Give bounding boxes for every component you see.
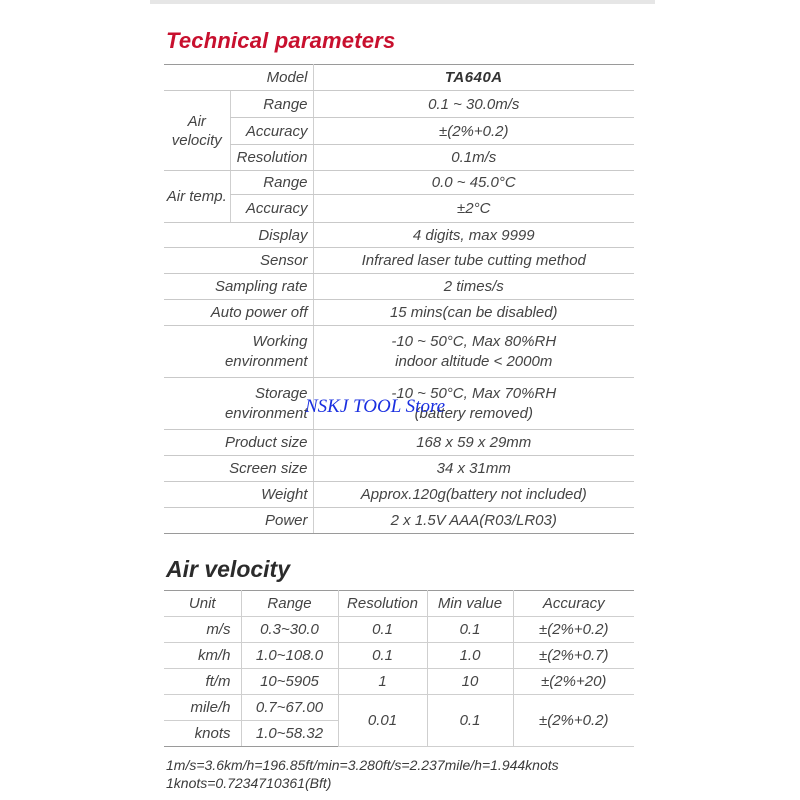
table-row xyxy=(164,223,634,248)
table-row xyxy=(164,274,634,300)
min-value-header: Min value xyxy=(427,591,513,617)
range-cell: 0.7~67.00 xyxy=(241,695,338,721)
range-cell: 0.3~30.0 xyxy=(241,617,338,643)
conversion-footnote: 1m/s=3.6km/h=196.85ft/min=3.280ft/s=2.237mile/h=1.944knots xyxy=(166,757,559,773)
unit-cell: knots xyxy=(164,721,241,747)
table-row xyxy=(164,65,634,91)
storage-environment-label: Storage environment xyxy=(164,378,313,430)
min-value-cell: 1.0 xyxy=(427,643,513,669)
technical-parameters-table xyxy=(164,64,634,534)
merged-resolution-cell: 0.01 xyxy=(338,695,427,747)
table-row xyxy=(164,326,634,378)
table-row xyxy=(164,195,634,223)
air-velocity-title: Air velocity xyxy=(166,556,290,582)
unit-cell: km/h xyxy=(164,643,241,669)
store-watermark: NSKJ TOOL Store xyxy=(305,396,446,417)
air-temp-range-value: 0.0 ~ 45.0°C xyxy=(313,171,634,195)
table-row xyxy=(164,91,634,118)
table-row xyxy=(164,617,634,643)
table-row xyxy=(164,456,634,482)
table-row xyxy=(164,145,634,171)
unit-cell: m/s xyxy=(164,617,241,643)
air-velocity-resolution-value: 0.1m/s xyxy=(313,145,634,171)
table-row xyxy=(164,430,634,456)
unit-cell: mile/h xyxy=(164,695,241,721)
model-label: Model xyxy=(164,65,313,91)
technical-parameters-title: Technical parameters xyxy=(166,28,396,53)
range-cell: 1.0~58.32 xyxy=(241,721,338,747)
air-temp-accuracy-label: Accuracy xyxy=(230,195,313,223)
table-row xyxy=(164,508,634,534)
display-label: Display xyxy=(164,223,313,248)
knots-footnote: 1knots=0.7234710361(Bft) xyxy=(166,775,332,791)
resolution-cell: 0.1 xyxy=(338,617,427,643)
screen-size-label: Screen size xyxy=(164,456,313,482)
table-row xyxy=(164,171,634,195)
table-header-row xyxy=(164,591,634,617)
table-row xyxy=(164,669,634,695)
air-velocity-range-value: 0.1 ~ 30.0m/s xyxy=(313,91,634,118)
accuracy-cell: ±(2%+0.2) xyxy=(513,617,634,643)
range-cell: 1.0~108.0 xyxy=(241,643,338,669)
min-value-cell: 0.1 xyxy=(427,617,513,643)
weight-value: Approx.120g(battery not included) xyxy=(313,482,634,508)
product-size-value: 168 x 59 x 29mm xyxy=(313,430,634,456)
air-velocity-accuracy-label: Accuracy xyxy=(230,118,313,145)
auto-power-off-label: Auto power off xyxy=(164,300,313,326)
table-row xyxy=(164,695,634,721)
air-velocity-accuracy-value: ±(2%+0.2) xyxy=(313,118,634,145)
air-velocity-range-label: Range xyxy=(230,91,313,118)
screen-size-value: 34 x 31mm xyxy=(313,456,634,482)
unit-header: Unit xyxy=(164,591,241,617)
working-environment-value: -10 ~ 50°C, Max 80%RH indoor altitude < 2000m xyxy=(313,326,634,378)
resolution-cell: 0.1 xyxy=(338,643,427,669)
working-environment-label: Working environment xyxy=(164,326,313,378)
weight-label: Weight xyxy=(164,482,313,508)
air-velocity-table xyxy=(164,590,634,747)
air-temp-accuracy-value: ±2°C xyxy=(313,195,634,223)
sensor-value: Infrared laser tube cutting method xyxy=(313,248,634,274)
air-velocity-group-label: Air velocity xyxy=(164,91,230,171)
air-temp-range-label: Range xyxy=(230,171,313,195)
table-row xyxy=(164,482,634,508)
table-row xyxy=(164,248,634,274)
merged-min-value-cell: 0.1 xyxy=(427,695,513,747)
accuracy-cell: ±(2%+0.7) xyxy=(513,643,634,669)
air-velocity-resolution-label: Resolution xyxy=(230,145,313,171)
auto-power-off-value: 15 mins(can be disabled) xyxy=(313,300,634,326)
resolution-cell: 1 xyxy=(338,669,427,695)
table-row xyxy=(164,300,634,326)
min-value-cell: 10 xyxy=(427,669,513,695)
unit-cell: ft/m xyxy=(164,669,241,695)
sampling-rate-label: Sampling rate xyxy=(164,274,313,300)
display-value: 4 digits, max 9999 xyxy=(313,223,634,248)
range-cell: 10~5905 xyxy=(241,669,338,695)
sampling-rate-value: 2 times/s xyxy=(313,274,634,300)
accuracy-header: Accuracy xyxy=(513,591,634,617)
sensor-label: Sensor xyxy=(164,248,313,274)
top-image-edge xyxy=(150,0,655,4)
air-temp-group-label: Air temp. xyxy=(164,171,230,223)
table-row xyxy=(164,643,634,669)
model-value: TA640A xyxy=(313,65,634,91)
power-label: Power xyxy=(164,508,313,534)
merged-accuracy-cell: ±(2%+0.2) xyxy=(513,695,634,747)
product-size-label: Product size xyxy=(164,430,313,456)
resolution-header: Resolution xyxy=(338,591,427,617)
accuracy-cell: ±(2%+20) xyxy=(513,669,634,695)
storage-environment-value: -10 ~ 50°C, Max 70%RH (battery removed) xyxy=(313,378,634,430)
range-header: Range xyxy=(241,591,338,617)
power-value: 2 x 1.5V AAA(R03/LR03) xyxy=(313,508,634,534)
table-row xyxy=(164,118,634,145)
